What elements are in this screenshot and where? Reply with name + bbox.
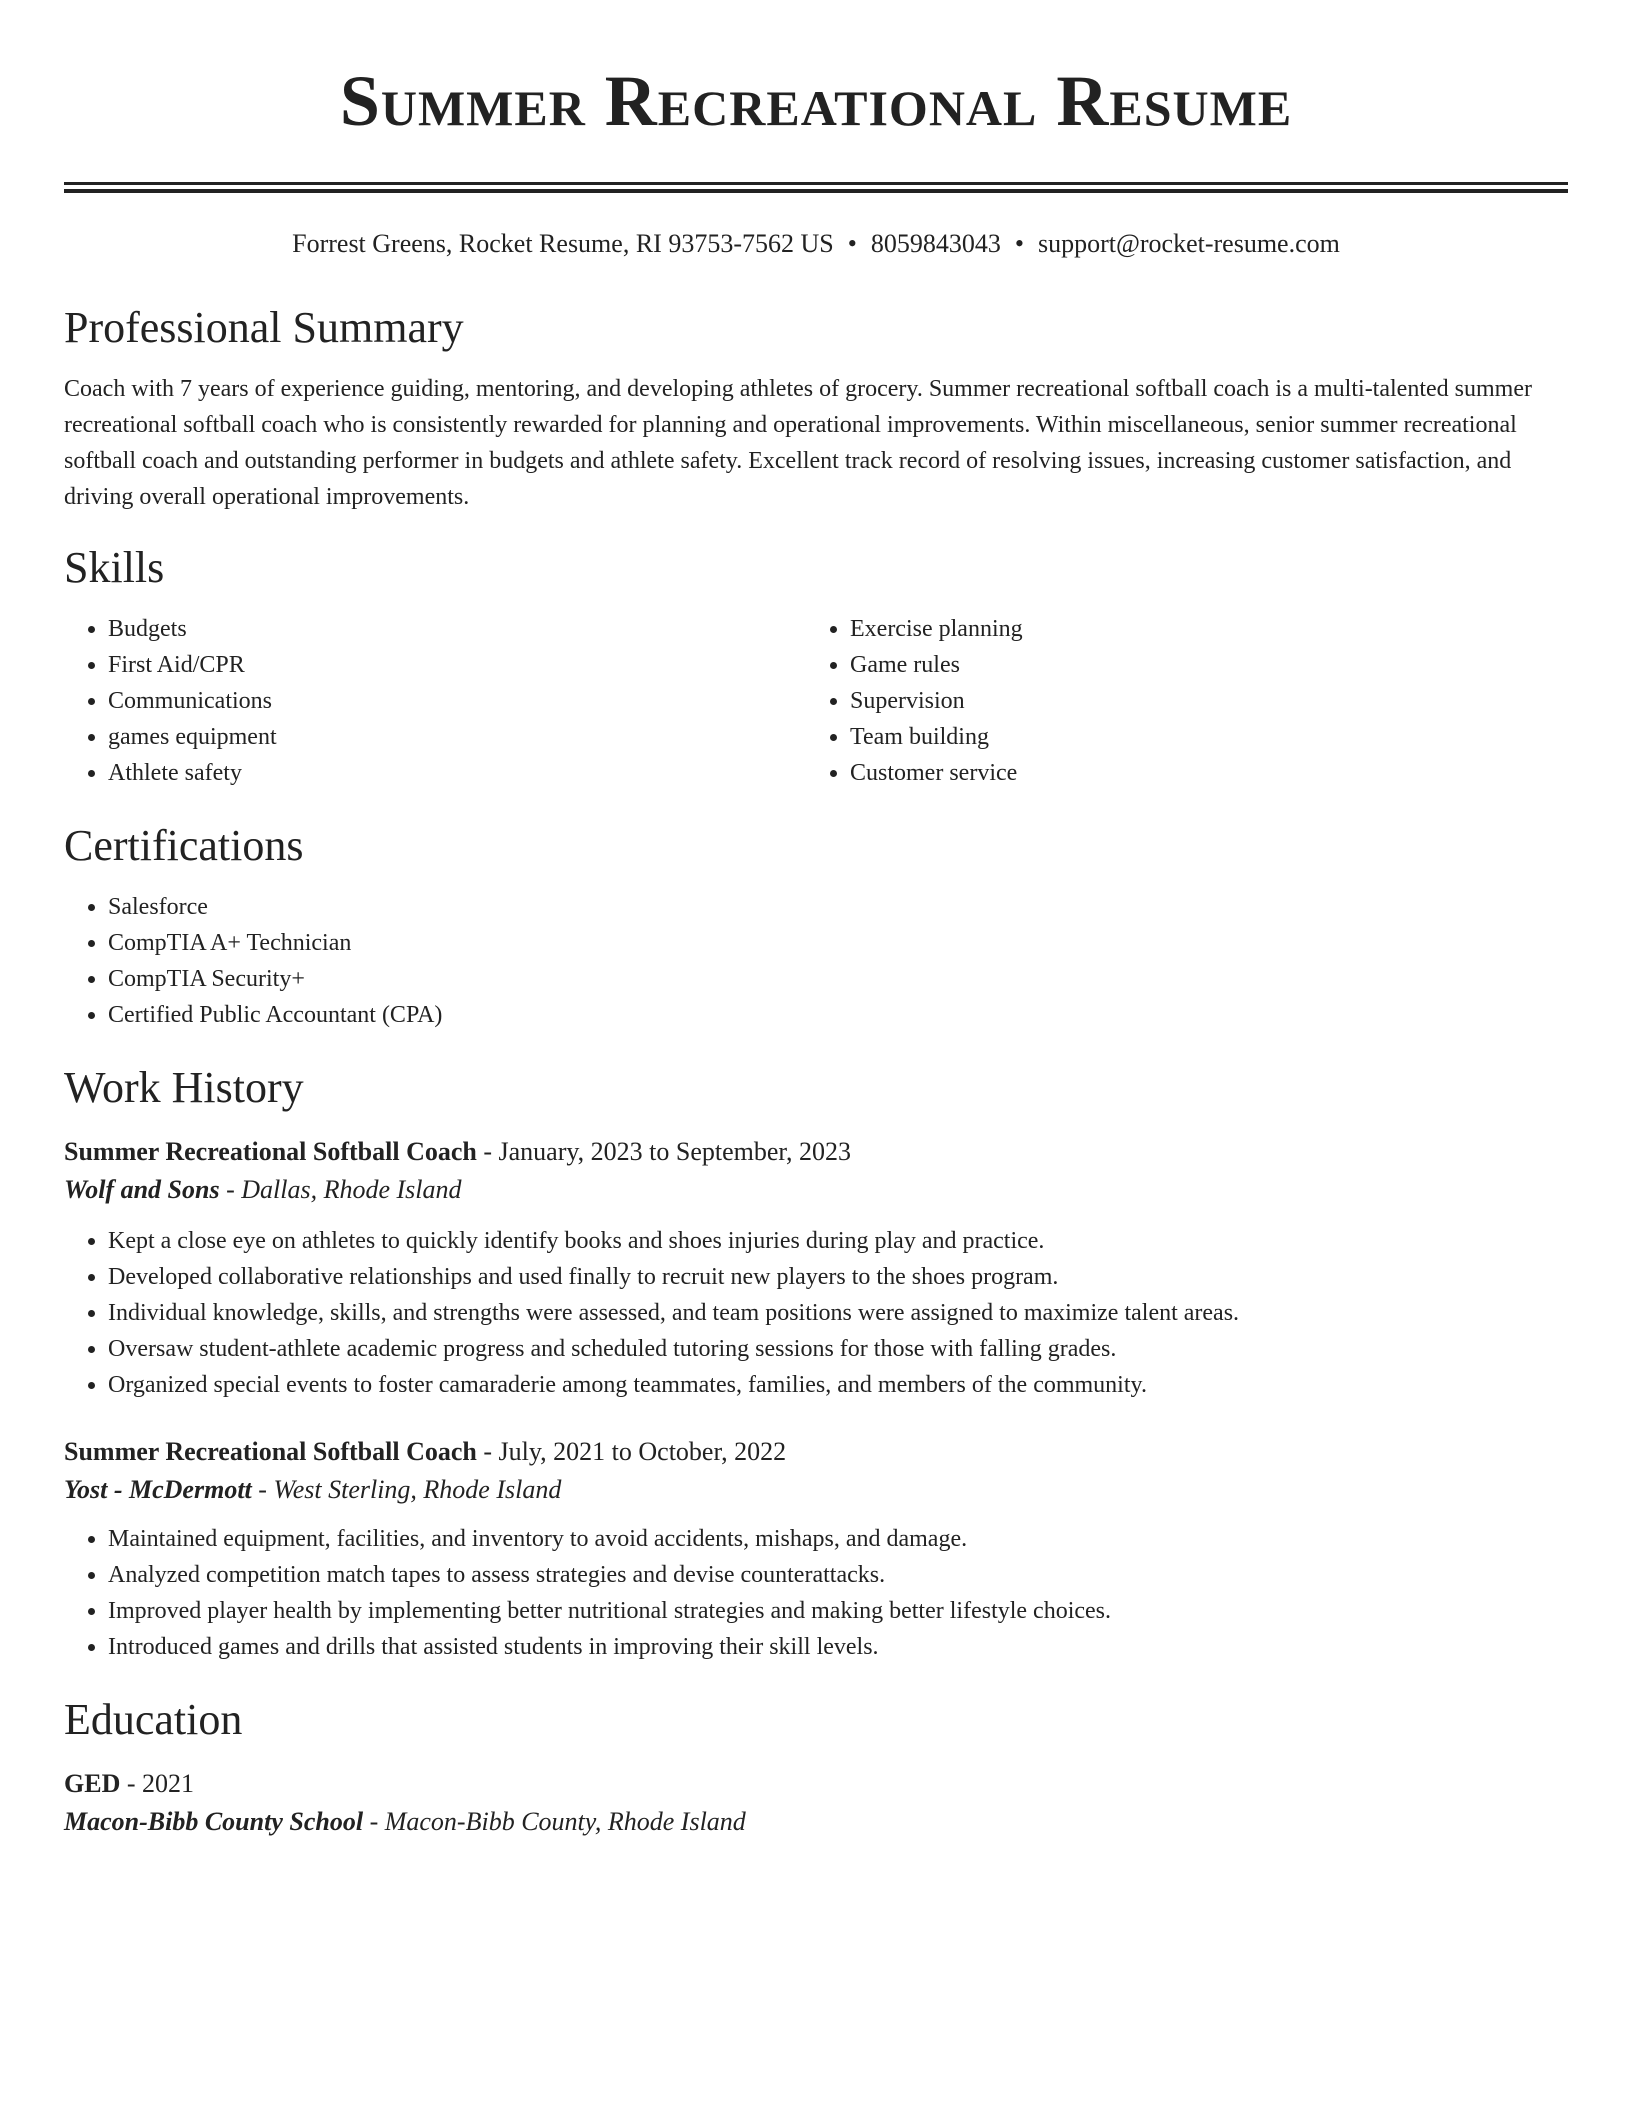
job-entry bbox=[64, 1433, 1568, 1665]
summary-text: Coach with 7 years of experience guiding, mentoring, and developing athletes of grocery. Summer recreational softball coach is a multi-talented summer recreational softball coach who is consistently rewarded for planning and operational improvements. Within miscellaneous, senior summer recreational softball coach and outstanding performer in budgets and athlete safety. Excellent track record of resolving issues, increasing customer satisfaction, and driving overall operational improvements. bbox=[64, 376, 1532, 510]
job-employer: Yost - McDermott - West Sterling, Rhode Island bbox=[64, 1475, 562, 1504]
job-employer: Wolf and Sons - Dallas, Rhode Island bbox=[64, 1175, 462, 1204]
job-location: West Sterling, Rhode Island bbox=[273, 1475, 562, 1504]
summary-heading: Professional Summary bbox=[64, 303, 464, 352]
education-entry bbox=[64, 1765, 1568, 1841]
skill-item: • Customer service bbox=[850, 755, 1548, 791]
job-title: Summer Recreational Softball Coach bbox=[64, 1137, 477, 1166]
education-school-line: Macon-Bibb County School - Macon-Bibb County, Rhode Island bbox=[64, 1807, 746, 1836]
job-bullet: • Oversaw student-athlete academic progress and scheduled tutoring sessions for those with falling grades. bbox=[108, 1331, 1568, 1367]
skill-item: • games equipment bbox=[108, 719, 806, 755]
job-bullet: • Introduced games and drills that assisted students in improving their skill levels. bbox=[108, 1629, 1568, 1665]
skill-item: • Game rules bbox=[850, 647, 1548, 683]
job-dates: January, 2023 to September, 2023 bbox=[498, 1137, 852, 1166]
contact-separator: • bbox=[1014, 229, 1024, 258]
resume-title: Summer Recreational Resume bbox=[339, 61, 1293, 141]
resume-page bbox=[64, 0, 1568, 1841]
job-header: Summer Recreational Softball Coach - July, 2021 to October, 2022 bbox=[64, 1437, 787, 1466]
certification-item: • CompTIA Security+ bbox=[108, 961, 1568, 997]
education-location: Macon-Bibb County, Rhode Island bbox=[384, 1807, 746, 1836]
job-bullets bbox=[64, 1223, 1568, 1403]
job-bullet: • Kept a close eye on athletes to quickly identify books and shoes injuries during play and practice. bbox=[108, 1223, 1568, 1259]
skills-column-left bbox=[64, 611, 806, 791]
certification-item: • CompTIA A+ Technician bbox=[108, 925, 1568, 961]
contact-address: Forrest Greens, Rocket Resume, RI 93753-7562 US bbox=[292, 229, 834, 258]
education-degree: GED bbox=[64, 1769, 121, 1798]
certification-item: • Salesforce bbox=[108, 889, 1568, 925]
education-header: GED - 2021 bbox=[64, 1769, 195, 1798]
education-heading: Education bbox=[64, 1695, 243, 1744]
job-entry bbox=[64, 1133, 1568, 1403]
job-company: Yost - McDermott bbox=[64, 1475, 252, 1504]
skill-item: • Budgets bbox=[108, 611, 806, 647]
job-dates: July, 2021 to October, 2022 bbox=[498, 1437, 787, 1466]
certifications-list bbox=[64, 889, 1568, 1033]
certifications-heading: Certifications bbox=[64, 821, 304, 870]
job-bullet: • Organized special events to foster camaraderie among teammates, families, and members of the community. bbox=[108, 1367, 1568, 1403]
skill-item: • Communications bbox=[108, 683, 806, 719]
job-header: Summer Recreational Softball Coach - January, 2023 to September, 2023 bbox=[64, 1137, 852, 1166]
job-bullet: • Improved player health by implementing better nutritional strategies and making better lifestyle choices. bbox=[108, 1593, 1568, 1629]
title-double-rule bbox=[64, 182, 1568, 193]
contact-phone: 8059843043 bbox=[870, 229, 1001, 258]
job-location: Dallas, Rhode Island bbox=[241, 1175, 462, 1204]
job-bullet: • Maintained equipment, facilities, and inventory to avoid accidents, mishaps, and damage. bbox=[108, 1521, 1568, 1557]
job-company: Wolf and Sons bbox=[64, 1175, 220, 1204]
education-school: Macon-Bibb County School bbox=[64, 1807, 364, 1836]
contact-email: support@rocket-resume.com bbox=[1037, 229, 1340, 258]
education-year: 2021 bbox=[142, 1769, 195, 1798]
skills-column-right bbox=[806, 611, 1548, 791]
job-title: Summer Recreational Softball Coach bbox=[64, 1437, 477, 1466]
skills-columns bbox=[64, 611, 1568, 791]
job-bullet: • Developed collaborative relationships and used finally to recruit new players to the shoes program. bbox=[108, 1259, 1568, 1295]
skill-item: • First Aid/CPR bbox=[108, 647, 806, 683]
skill-item: • Athlete safety bbox=[108, 755, 806, 791]
contact-line bbox=[64, 227, 1568, 261]
job-bullet: • Individual knowledge, skills, and strengths were assessed, and team positions were assigned to maximize talent areas. bbox=[108, 1295, 1568, 1331]
job-bullets bbox=[64, 1521, 1568, 1665]
certification-item: • Certified Public Accountant (CPA) bbox=[108, 997, 1568, 1033]
contact-separator: • bbox=[847, 229, 857, 258]
work-history-heading: Work History bbox=[64, 1063, 304, 1112]
skill-item: • Supervision bbox=[850, 683, 1548, 719]
skill-item: • Exercise planning bbox=[850, 611, 1548, 647]
job-bullet: • Analyzed competition match tapes to assess strategies and devise counterattacks. bbox=[108, 1557, 1568, 1593]
skills-heading: Skills bbox=[64, 543, 165, 592]
skill-item: • Team building bbox=[850, 719, 1548, 755]
